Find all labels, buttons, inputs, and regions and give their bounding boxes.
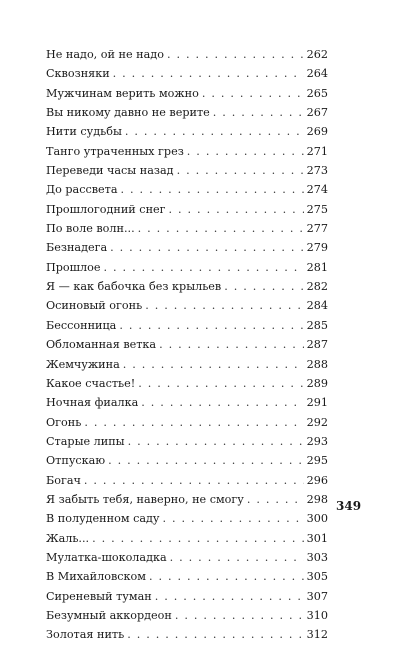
dot-leader — [141, 393, 303, 412]
dot-leader — [149, 567, 304, 586]
toc-entry-page: 288 — [306, 357, 328, 371]
toc-entry-title: Переведи часы назад — [46, 164, 174, 178]
dot-leader — [138, 219, 304, 238]
toc-entry-page: 264 — [306, 67, 328, 81]
dot-leader — [167, 45, 304, 64]
dot-leader — [175, 606, 304, 625]
toc-entry-title: Жаль... — [46, 531, 90, 545]
toc-entry-page: 295 — [306, 454, 328, 468]
toc-entry — [46, 529, 328, 548]
toc-entry-title: Какое счастье! — [46, 376, 136, 390]
toc-entry-page: 303 — [306, 550, 328, 564]
toc-entry — [46, 45, 328, 64]
toc-entry — [46, 548, 328, 567]
toc-entry-page: 262 — [306, 48, 328, 61]
toc-entry — [46, 219, 328, 238]
toc-entry-title: Старые липы — [46, 434, 125, 448]
toc-entry-page: 265 — [306, 86, 328, 100]
toc-entry-title: Отпускаю — [46, 454, 106, 468]
dot-leader — [177, 161, 304, 180]
toc-entry-title: Золотая нить — [46, 628, 125, 642]
dot-leader — [127, 625, 303, 644]
toc-entry — [46, 122, 328, 141]
toc-entry-page: 312 — [306, 628, 328, 642]
dot-leader — [108, 451, 304, 470]
toc-entry — [46, 567, 328, 586]
toc-entry-page: 301 — [306, 531, 328, 545]
toc-entry — [46, 509, 328, 528]
toc-entry-title: Безнадега — [46, 241, 108, 255]
toc-entry-title: Нити судьбы — [46, 125, 122, 139]
toc-entry — [46, 374, 328, 393]
toc-entry — [46, 258, 328, 277]
toc-entry-page: 275 — [306, 202, 328, 216]
toc-entry — [46, 451, 328, 470]
toc-entry — [46, 355, 328, 374]
dot-leader — [213, 103, 304, 122]
toc-entry-title: Мужчинам верить можно — [46, 86, 199, 100]
dot-leader — [162, 509, 303, 528]
toc-entry-title: Сквозняки — [46, 67, 110, 81]
toc-entry-page: 291 — [306, 396, 328, 410]
toc-entry — [46, 64, 328, 83]
toc-entry-page: 277 — [306, 222, 328, 236]
dot-leader — [113, 64, 304, 83]
toc-entry — [46, 316, 328, 335]
toc-entry-page: 307 — [306, 589, 328, 603]
toc-entry-page: 287 — [306, 338, 328, 352]
toc-entry — [46, 606, 328, 625]
toc-entry-page: 271 — [306, 144, 328, 158]
toc-entry — [46, 84, 328, 103]
toc-entry-title: Прошлогодний снег — [46, 202, 166, 216]
toc-entry — [46, 238, 328, 257]
toc-entry-page: 305 — [306, 570, 328, 584]
toc-entry-title: Ночная фиалка — [46, 396, 139, 410]
toc-entry — [46, 432, 328, 451]
toc-entry-title: Я — как бабочка без крыльев — [46, 280, 222, 294]
dot-leader — [169, 200, 304, 219]
dot-leader — [84, 413, 303, 432]
toc-entry — [46, 413, 328, 432]
toc-entry — [46, 490, 328, 509]
dot-leader — [121, 180, 304, 199]
toc-entry-title: Я забыть тебя, наверно, не смогу — [46, 492, 244, 506]
dot-leader — [138, 374, 303, 393]
toc-entry-page: 310 — [306, 608, 328, 622]
toc-entry-page: 282 — [306, 280, 328, 294]
dot-leader — [159, 335, 304, 354]
table-of-contents — [46, 45, 328, 645]
dot-leader — [104, 258, 304, 277]
toc-entry-title: Огонь — [46, 415, 82, 429]
toc-entry-title: Танго утраченных грез — [46, 144, 184, 158]
dot-leader — [119, 316, 303, 335]
dot-leader — [170, 548, 304, 567]
toc-entry — [46, 180, 328, 199]
toc-entry-title: В полуденном саду — [46, 512, 160, 526]
toc-entry — [46, 335, 328, 354]
toc-entry-title: Обломанная ветка — [46, 338, 157, 352]
dot-leader — [224, 277, 303, 296]
dot-leader — [187, 142, 304, 161]
toc-entry — [46, 393, 328, 412]
toc-entry-title: Жемчужина — [46, 357, 120, 371]
toc-entry-page: 292 — [306, 415, 328, 429]
dot-leader — [92, 529, 304, 548]
dot-leader — [202, 84, 304, 103]
toc-entry-title: Осиновый огонь — [46, 299, 143, 313]
toc-entry — [46, 587, 328, 606]
toc-entry-title: Прошлое — [46, 260, 101, 274]
dot-leader — [123, 355, 304, 374]
dot-leader — [110, 238, 304, 257]
toc-entry-title: Мулатка-шоколадка — [46, 550, 167, 564]
toc-entry-page: 296 — [306, 473, 328, 487]
toc-entry-page: 267 — [306, 106, 328, 120]
dot-leader — [128, 432, 304, 451]
dot-leader — [155, 587, 304, 606]
toc-entry — [46, 471, 328, 490]
toc-entry-title: Богач — [46, 473, 81, 487]
toc-entry-page: 279 — [306, 241, 328, 255]
toc-entry — [46, 200, 328, 219]
toc-entry-page: 281 — [306, 260, 328, 274]
toc-entry-page: 300 — [306, 512, 328, 526]
toc-entry-title: В Михайловском — [46, 570, 146, 584]
dot-leader — [125, 122, 304, 141]
toc-entry-title: Бессонница — [46, 318, 117, 332]
toc-entry-title: Вы никому давно не верите — [46, 106, 210, 120]
toc-entry — [46, 103, 328, 122]
toc-entry-page: 269 — [306, 125, 328, 139]
toc-entry-title: Сиреневый туман — [46, 589, 152, 603]
toc-entry-page: 274 — [306, 183, 328, 197]
toc-entry — [46, 296, 328, 315]
dot-leader — [247, 490, 304, 509]
toc-entry-page: 273 — [306, 164, 328, 178]
dot-leader — [84, 471, 304, 490]
toc-entry-page: 285 — [306, 318, 328, 332]
toc-entry — [46, 161, 328, 180]
toc-entry-page: 284 — [306, 299, 328, 313]
toc-entry-title: По воле волн... — [46, 222, 135, 236]
toc-entry-page: 293 — [306, 434, 328, 448]
toc-entry — [46, 625, 328, 644]
toc-entry — [46, 142, 328, 161]
toc-entry-page: 298 — [306, 492, 328, 506]
toc-entry-title: Безумный аккордеон — [46, 608, 172, 622]
dot-leader — [145, 296, 303, 315]
toc-entry-title: До рассвета — [46, 183, 118, 197]
toc-entry — [46, 277, 328, 296]
page-number: 349 — [336, 499, 362, 513]
toc-entry-page: 289 — [306, 376, 328, 390]
toc-entry-title: Не надо, ой не надо — [46, 48, 164, 61]
